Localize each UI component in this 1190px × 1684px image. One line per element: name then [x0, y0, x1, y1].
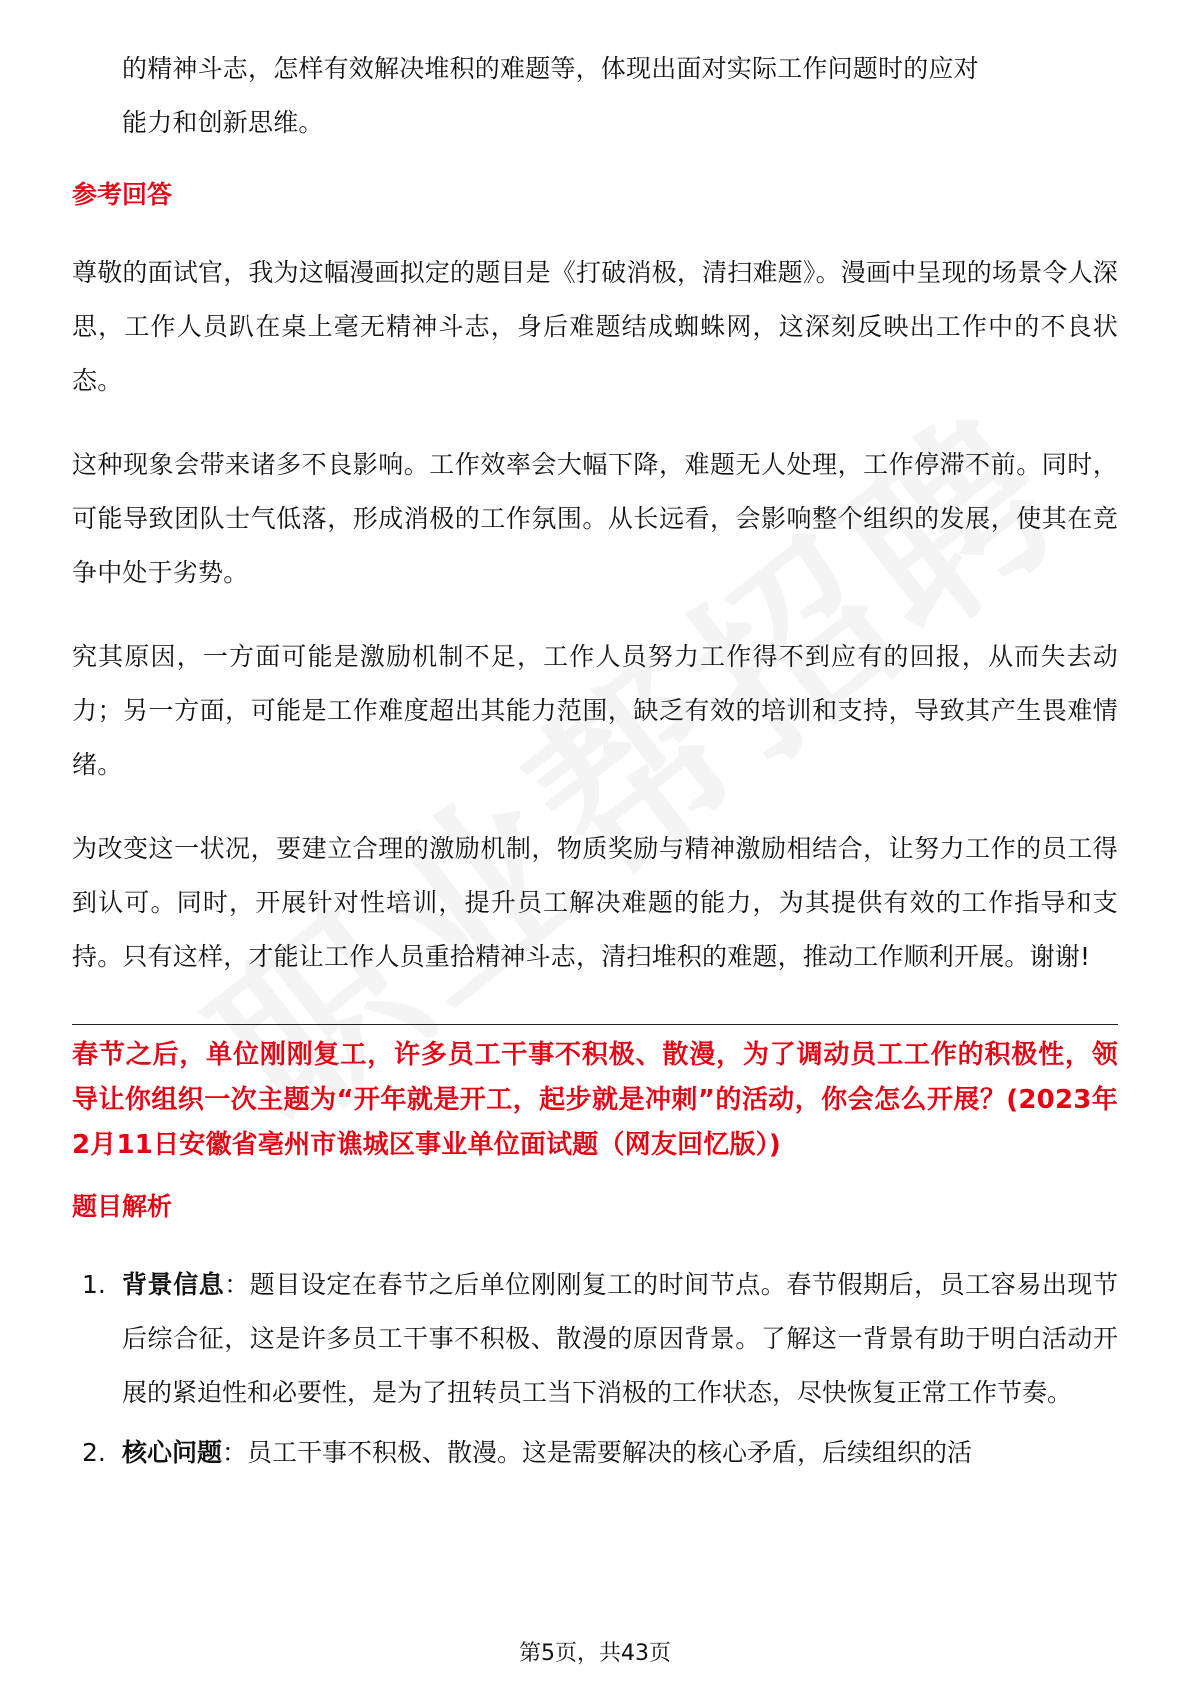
question-text: 春节之后，单位刚刚复工，许多员工干事不积极、散漫，为了调动员工工作的积极性，领导让你组织一次主题为“开年就是开工，起步就是冲刺”的活动，你会怎么开展？(2023年2月11日安徽省亳州市谯城区事业单位面试题（网友回忆版）) — [72, 1040, 1118, 1160]
analysis-section-title: 题目解析 — [72, 1192, 173, 1221]
page-footer: 第5页，共43页 — [519, 1641, 671, 1666]
analysis-item-term: 背景信息 — [122, 1270, 225, 1299]
answer-paragraph-2: 这种现象会带来诸多不良影响。工作效率会大幅下降，难题无人处理，工作停滞不前。同时，可能导致团队士气低落，形成消极的工作氛围。从长远看，会影响整个组织的发展，使其在竞争中处于劣势。 — [72, 450, 1118, 587]
analysis-item-text: ：题目设定在春节之后单位刚刚复工的时间节点。春节假期后，员工容易出现节后综合征，这是许多员工干事不积极、散漫的原因背景。了解这一背景有助于明白活动开展的紧迫性和必要性，是为了扭转员工当下消极的工作状态，尽快恢复正常工作节奏。 — [122, 1270, 1118, 1407]
analysis-item-1 — [72, 1258, 1118, 1420]
answer-paragraph-4: 为改变这一状况，要建立合理的激励机制，物质奖励与精神激励相结合，让努力工作的员工得到认可。同时，开展针对性培训，提升员工解决难题的能力，为其提供有效的工作指导和支持。只有这样，才能让工作人员重拾精神斗志，清扫堆积的难题，推动工作顺利开展。谢谢! — [72, 834, 1118, 971]
analysis-item-number: 1. — [82, 1270, 106, 1299]
analysis-list — [72, 1258, 1118, 1480]
analysis-item-term: 核心问题 — [122, 1438, 223, 1467]
intro-tail-line-2: 能力和创新思维。 — [122, 108, 324, 137]
page-content — [72, 42, 1118, 1480]
answer-section-title: 参考回答 — [72, 180, 173, 209]
analysis-item-2 — [72, 1426, 1118, 1480]
answer-paragraph-3: 究其原因，一方面可能是激励机制不足，工作人员努力工作得不到应有的回报，从而失去动力；另一方面，可能是工作难度超出其能力范围，缺乏有效的培训和支持，导致其产生畏难情绪。 — [72, 642, 1118, 779]
intro-tail-line-1: 的精神斗志，怎样有效解决堆积的难题等，体现出面对实际工作问题时的应对 — [122, 54, 979, 83]
answer-paragraph-1: 尊敬的面试官，我为这幅漫画拟定的题目是《打破消极，清扫难题》。漫画中呈现的场景令人深思，工作人员趴在桌上毫无精神斗志，身后难题结成蜘蛛网，这深刻反映出工作中的不良状态。 — [72, 258, 1118, 395]
analysis-item-number: 2. — [82, 1438, 106, 1467]
analysis-item-text: ：员工干事不积极、散漫。这是需要解决的核心矛盾，后续组织的活 — [222, 1438, 973, 1467]
